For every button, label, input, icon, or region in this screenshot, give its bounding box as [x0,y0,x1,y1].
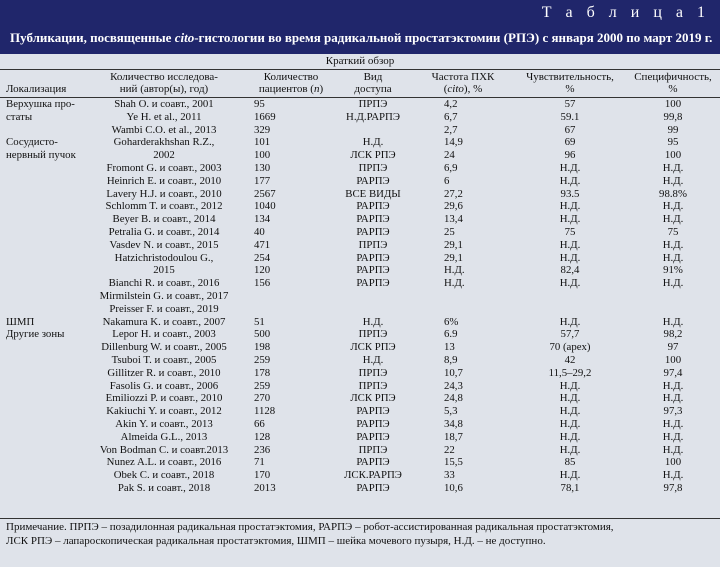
cell-study: Nakamura K. и соавт., 2007 [102,315,226,328]
cell-pxk-frequency: 6% [444,315,459,328]
table-row [0,200,720,213]
cell-sensitivity: 93.5 [560,187,580,200]
cell-access [334,303,412,316]
cell-sensitivity: 82,4 [560,264,580,277]
cell-pxk-frequency: 18,7 [444,430,463,443]
cell-study: Schlomm T. и соавт., 2012 [105,200,223,213]
table-row [0,98,720,111]
cell-sensitivity: Н.Д. [559,469,581,482]
cell-localization [0,239,80,252]
cell-patients: 156 [254,277,271,290]
cell-pxk-frequency: 25 [444,225,455,238]
cell-sensitivity: 69 [564,136,576,149]
cell-study: 2015 [153,264,175,277]
cell-patients: 2567 [254,187,276,200]
cell-pxk-frequency: Н.Д. [444,264,465,277]
cell-study: Akin Y. и соавт., 2013 [115,417,213,430]
cell-study: Shah O. и соавт., 2001 [114,98,214,110]
cell-patients: 95 [254,98,265,110]
cell-access: РАРПЭ [356,430,390,443]
cell-study: Nunez A.L. и соавт., 2016 [106,456,222,469]
cell-access: ЛСК РПЭ [350,341,396,354]
cell-localization [0,418,80,431]
cell-sensitivity: Н.Д. [559,213,581,226]
cell-access: ПРПЭ [358,98,388,110]
cell-specificity: 98.8% [659,187,687,200]
cell-sensitivity: 70 (apex) [549,341,591,354]
cell-specificity [626,303,720,316]
cell-sensitivity: Н.Д. [559,251,581,264]
cell-sensitivity: Н.Д. [559,174,581,187]
cell-sensitivity: Н.Д. [559,417,581,430]
cell-specificity: 95 [667,136,679,149]
cell-study: Beyer B. и соавт., 2014 [112,213,216,226]
cell-specificity: Н.Д. [662,174,684,187]
cell-patients [248,290,334,303]
cell-study: Fromont G. и соавт., 2003 [106,161,222,174]
cell-sensitivity: Н.Д. [559,405,581,418]
table-row [0,392,720,405]
cell-access: РАРПЭ [356,213,390,226]
cell-patients: 100 [254,149,271,162]
cell-patients: 500 [254,328,271,341]
cell-study: Lepor H. и соавт., 2003 [112,328,216,341]
cell-localization: Верхушка про- [6,98,75,110]
table-row [0,456,720,469]
cell-localization [0,124,80,137]
table-row [0,111,720,124]
cell-patients: 270 [254,392,271,405]
cell-pxk-frequency: 13 [444,341,455,354]
table-row [0,252,720,265]
cell-sensitivity: 59.1 [560,110,580,123]
cell-sensitivity: 67 [564,123,576,136]
cell-pxk-frequency: 6 [444,174,450,187]
cell-sensitivity: Н.Д. [559,161,581,174]
table-row [0,482,720,495]
cell-access: ПРПЭ [358,379,388,392]
column-header-patients: Количество пациентов (n) [258,71,324,95]
cell-access: ПРПЭ [358,161,388,174]
cell-sensitivity: Н.Д. [559,379,581,392]
cell-pxk-frequency: 29,1 [444,238,463,251]
cell-access: РАРПЭ [356,277,390,290]
cell-specificity: 99 [667,123,679,136]
cell-sensitivity: 57,7 [560,328,580,341]
cell-pxk-frequency: 5,3 [444,405,458,418]
cell-sensitivity: Н.Д. [559,443,581,456]
cell-patients: 40 [254,225,265,238]
cell-study: Gillitzer R. и соавт., 2010 [107,366,221,379]
cell-specificity: 97 [667,341,679,354]
cell-sensitivity [514,290,626,303]
cell-access: ЛСК РПЭ [350,149,396,162]
column-header-row [0,70,720,98]
cell-patients: 198 [254,341,271,354]
cell-patients: 101 [254,136,271,149]
cell-study: Kakiuchi Y. и соавт., 2012 [106,405,222,418]
cell-access: ЛСК.РАРПЭ [344,469,402,482]
cell-access: Н.Д. [362,353,384,366]
cell-pxk-frequency: 29,1 [444,251,463,264]
cell-specificity: 75 [667,225,679,238]
cell-patients: 259 [254,353,271,366]
cell-sensitivity: 78,1 [560,481,580,494]
table-label: Т а б л и ц а 1 [541,4,710,21]
cell-localization: статы [6,110,33,123]
cell-study: Heinrich E. и соавт., 2010 [106,174,222,187]
cell-patients: 1040 [254,200,276,213]
cell-localization [0,405,80,418]
cell-access: ПРПЭ [358,238,388,251]
table-row [0,354,720,367]
cell-study: Hatzichristodoulou G., [114,251,214,264]
column-header-pxk-frequency: Частота ПХК (cito), % [431,71,495,95]
cell-sensitivity: Н.Д. [559,277,581,290]
cell-access: Н.Д. [362,136,384,149]
table-row [0,213,720,226]
table-row [0,290,720,303]
cell-specificity: 97,3 [663,405,683,418]
cell-specificity: Н.Д. [662,213,684,226]
cell-specificity: 91% [663,264,683,277]
cell-pxk-frequency: 15,5 [444,456,463,469]
cell-access: РАРПЭ [356,405,390,418]
table-row [0,341,720,354]
cell-specificity: Н.Д. [662,251,684,264]
column-header-access: Вид доступа [354,71,392,95]
cell-access: РАРПЭ [356,456,390,469]
cell-localization [0,354,80,367]
note-line-1: Примечание. ПРПЭ – позадилонная радикальная простатэктомия, РАРПЭ – робот-ассистированная радикальная простатэктомия, [6,521,614,533]
table-row [0,124,720,137]
cell-localization [0,341,80,354]
cell-specificity: 100 [664,353,682,366]
cell-access: ВСЕ ВИДЫ [345,187,401,200]
cell-pxk-frequency [412,303,514,316]
cell-specificity: 100 [664,456,682,469]
cell-localization [0,264,80,277]
cell-localization [0,175,80,188]
cell-patients [248,303,334,316]
cell-pxk-frequency: 2,7 [444,123,458,136]
cell-pxk-frequency: Н.Д. [444,277,465,290]
title-part-1: Публикации, посвященные [10,30,175,45]
cell-specificity [626,290,720,303]
cell-specificity: Н.Д. [662,430,684,443]
cell-access [334,290,412,303]
table-bottom-rule [0,518,720,519]
cell-sensitivity: 57 [564,98,576,110]
cell-patients: 178 [254,366,271,379]
cell-study: Vasdev N. и соавт., 2015 [109,238,219,251]
cell-localization [0,252,80,265]
cell-pxk-frequency: 24 [444,149,455,162]
cell-localization [0,200,80,213]
cell-patients: 51 [254,315,265,328]
title-part-2: -гистологии во время радикальной простатэктомии (РПЭ) с января 2000 по март 2019 г. [194,30,713,45]
cell-specificity: Н.Д. [662,417,684,430]
cell-study: Ye H. et al., 2011 [126,110,202,123]
table-note [6,521,714,548]
cell-pxk-frequency: 22 [444,443,455,456]
cell-pxk-frequency: 24,3 [444,379,463,392]
table-row [0,239,720,252]
cell-study: Almeida G.L., 2013 [120,430,208,443]
cell-sensitivity: 75 [564,225,576,238]
cell-access: РАРПЭ [356,200,390,213]
table-row [0,277,720,290]
cell-localization [0,277,80,290]
cell-patients: 130 [254,161,271,174]
cell-sensitivity: Н.Д. [559,238,581,251]
cell-access: ПРПЭ [358,366,388,379]
cell-study: Dillenburg W. и соавт., 2005 [101,341,227,354]
cell-access: РАРПЭ [356,251,390,264]
cell-localization: ШМП [6,315,35,328]
cell-study: Wambi C.O. et al., 2013 [111,123,217,136]
table-subheader: Краткий обзор [0,54,720,70]
cell-localization [0,469,80,482]
cell-localization [0,444,80,457]
cell-localization [0,456,80,469]
table-row [0,405,720,418]
cell-sensitivity: Н.Д. [559,392,581,405]
publications-table [0,70,720,495]
cell-access: РАРПЭ [356,481,390,494]
cell-access [334,124,412,137]
cell-localization [0,290,80,303]
cell-sensitivity: 11,5–29,2 [548,366,592,379]
column-header-sensitivity: Чувствительность, % [526,71,614,95]
cell-localization: нервный пучок [6,149,76,162]
cell-specificity: Н.Д. [662,379,684,392]
cell-sensitivity: Н.Д. [559,315,581,328]
cell-patients: 170 [254,469,271,482]
cell-pxk-frequency: 34,8 [444,417,463,430]
cell-localization [0,367,80,380]
cell-patients: 120 [254,264,271,277]
cell-access: РАРПЭ [356,417,390,430]
cell-specificity: Н.Д. [662,469,684,482]
table-row [0,418,720,431]
cell-localization [0,303,80,316]
note-line-2: ЛСК РПЭ – лапароскопическая радикальная простатэктомия, ШМП – шейка мочевого пузыря, Н.Д. – не доступно. [6,534,546,547]
table-header-band [0,0,720,54]
cell-patients: 329 [254,123,271,136]
cell-study: Emiliozzi P. и соавт., 2010 [105,392,223,405]
cell-access: Н.Д.РАРПЭ [346,110,400,123]
cell-pxk-frequency: 6,9 [444,161,458,174]
cell-patients: 2013 [254,481,276,494]
cell-specificity: Н.Д. [662,315,684,328]
cell-access: ЛСК РПЭ [350,392,396,405]
cell-localization [0,226,80,239]
cell-pxk-frequency: 4,2 [444,98,458,110]
cell-localization [0,188,80,201]
cell-specificity: 100 [664,98,682,110]
table-row [0,431,720,444]
table-row [0,380,720,393]
table-row [0,162,720,175]
cell-sensitivity: 85 [564,456,576,469]
table-row [0,328,720,341]
cell-sensitivity: 42 [564,353,576,366]
cell-study: Lavery H.J. и соавт., 2010 [106,187,222,200]
cell-pxk-frequency: 27,2 [444,187,463,200]
cell-study: 2002 [153,149,175,162]
cell-patients: 134 [254,213,271,226]
cell-study: Pak S. и соавт., 2018 [117,481,211,494]
table-title [10,30,712,46]
cell-study: Goharderakhshan R.Z., [113,136,215,149]
cell-pxk-frequency: 6,7 [444,110,458,123]
cell-specificity: Н.Д. [662,277,684,290]
cell-study: Von Bodman C. и соавт.2013 [99,443,229,456]
cell-sensitivity: 96 [564,149,576,162]
cell-pxk-frequency: 10,7 [444,366,463,379]
cell-study: Fasolis G. и соавт., 2006 [109,379,219,392]
cell-pxk-frequency: 8,9 [444,353,458,366]
cell-access: ПРПЭ [358,443,388,456]
cell-specificity: Н.Д. [662,161,684,174]
cell-access: ПРПЭ [358,328,388,341]
cell-study: Preisser F. и соавт., 2019 [109,302,219,315]
cell-specificity: 97,8 [663,481,683,494]
cell-localization [0,380,80,393]
table-row [0,316,720,329]
table-row [0,149,720,162]
table-row [0,226,720,239]
cell-specificity: 97,4 [663,366,683,379]
table-row [0,367,720,380]
cell-pxk-frequency [412,290,514,303]
cell-pxk-frequency: 13,4 [444,213,463,226]
cell-patients: 177 [254,174,271,187]
cell-localization: Другие зоны [6,328,65,341]
table-row [0,264,720,277]
table-row [0,188,720,201]
cell-patients: 1128 [254,405,276,418]
table-row [0,175,720,188]
cell-study: Mirmilstein G. и соавт., 2017 [99,289,229,302]
cell-patients: 471 [254,238,271,251]
cell-localization [0,162,80,175]
cell-sensitivity [514,303,626,316]
cell-patients: 1669 [254,110,276,123]
table-row [0,303,720,316]
cell-study: Obek C. и соавт., 2018 [113,469,215,482]
cell-localization [0,431,80,444]
cell-patients: 236 [254,443,271,456]
cell-patients: 128 [254,430,271,443]
cell-pxk-frequency: 33 [444,469,455,482]
cell-localization: Сосудисто- [6,136,58,149]
cell-pxk-frequency: 24,8 [444,392,463,405]
cell-localization [0,213,80,226]
title-italic-cito: cito [174,30,195,45]
cell-pxk-frequency: 29,6 [444,200,463,213]
cell-specificity: 98,2 [663,328,683,341]
table-row [0,469,720,482]
cell-pxk-frequency: 14,9 [444,136,463,149]
cell-specificity: Н.Д. [662,200,684,213]
cell-sensitivity: Н.Д. [559,200,581,213]
cell-access: РАРПЭ [356,174,390,187]
cell-study: Petralia G. и соавт., 2014 [108,225,220,238]
cell-access: РАРПЭ [356,264,390,277]
column-header-specificity: Специфичность, % [634,71,712,95]
cell-patients: 254 [254,251,271,264]
cell-access: РАРПЭ [356,225,390,238]
cell-sensitivity: Н.Д. [559,430,581,443]
cell-pxk-frequency: 10,6 [444,481,463,494]
cell-localization [0,482,80,495]
cell-specificity: Н.Д. [662,443,684,456]
cell-pxk-frequency: 6.9 [444,328,458,341]
column-header-localization: Локализация [6,83,67,95]
column-header-study: Количество исследова- ний (автор(ы), год) [110,71,218,95]
cell-specificity: Н.Д. [662,392,684,405]
cell-specificity: 100 [664,149,682,162]
table-row [0,444,720,457]
cell-access: Н.Д. [362,315,384,328]
cell-patients: 259 [254,379,271,392]
cell-specificity: Н.Д. [662,238,684,251]
table-body [0,98,720,495]
cell-study: Bianchi R. и соавт., 2016 [108,277,220,290]
cell-study: Tsuboi T. и соавт., 2005 [111,353,217,366]
cell-specificity: 99,8 [663,110,683,123]
cell-localization [0,392,80,405]
table-row [0,136,720,149]
cell-patients: 71 [254,456,265,469]
cell-patients: 66 [254,417,265,430]
